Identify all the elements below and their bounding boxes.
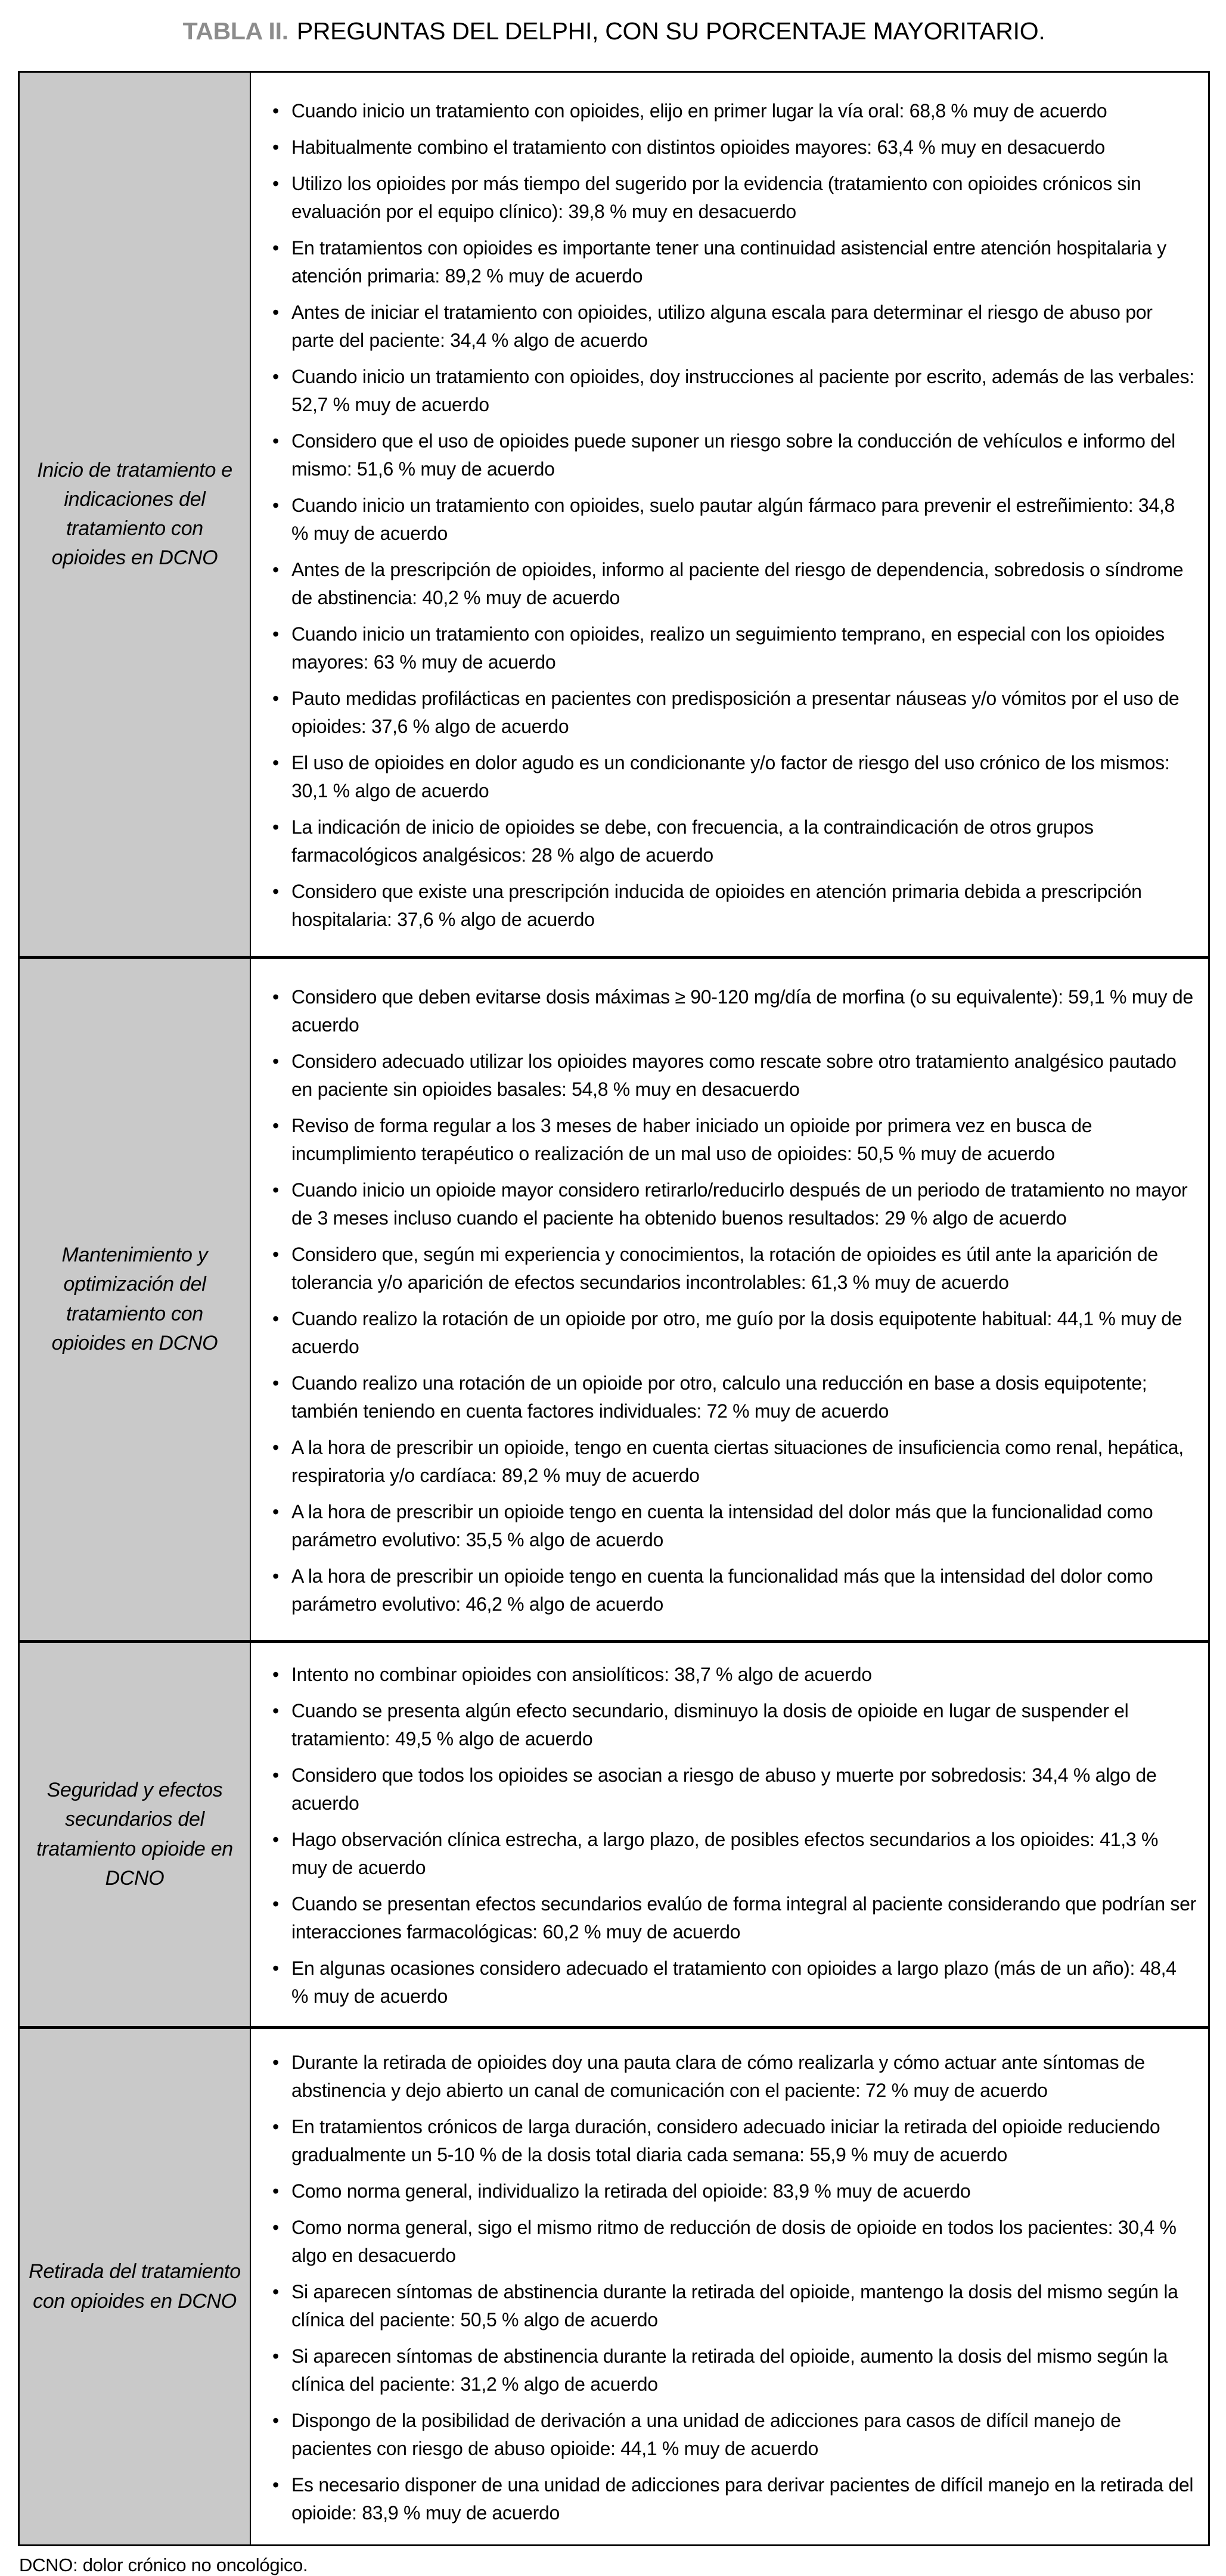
bullet-item: • Dispongo de la posibilidad de derivación a una unidad de adicciones para casos de difícil manejo de pacientes con riesgo de abuso opioide: 44,1 % muy de acuerdo bbox=[291, 2407, 1196, 2463]
bullet-item: • Si aparecen síntomas de abstinencia durante la retirada del opioide, mantengo la dosis del mismo según la clínica del paciente: 50,5 % algo de acuerdo bbox=[291, 2278, 1196, 2334]
bullet-item: • Cuando inicio un tratamiento con opioides, elijo en primer lugar la vía oral: 68,8 % muy de acuerdo bbox=[291, 97, 1196, 125]
bullet-item: • Utilizo los opioides por más tiempo del sugerido por la evidencia (tratamiento con opioides crónicos sin evaluación por el equipo clínico): 39,8 % muy en desacuerdo bbox=[291, 170, 1196, 226]
bullet-item: • Cuando realizo la rotación de un opioide por otro, me guío por la dosis equipotente habitual: 44,1 % muy de acuerdo bbox=[291, 1305, 1196, 1361]
bullet-item: • Antes de iniciar el tratamiento con opioides, utilizo alguna escala para determinar el riesgo de abuso por parte del paciente: 34,4 % algo de acuerdo bbox=[291, 299, 1196, 355]
items-cell bbox=[251, 2029, 1208, 2544]
table-row bbox=[20, 73, 1208, 956]
bullet-item: • Cuando se presenta algún efecto secundario, disminuyo la dosis de opioide en lugar de suspender el tratamiento: 49,5 % algo de acuerdo bbox=[291, 1697, 1196, 1753]
category-label: Inicio de tratamiento e indicaciones del tratamiento con opioides en DCNO bbox=[37, 458, 232, 570]
bullet-item: • Hago observación clínica estrecha, a largo plazo, de posibles efectos secundarios a los opioides: 41,3 % muy de acuerdo bbox=[291, 1826, 1196, 1882]
bullet-item: • Considero adecuado utilizar los opioides mayores como rescate sobre otro tratamiento analgésico pautado en paciente sin opioides basales: 54,8 % muy en desacuerdo bbox=[291, 1048, 1196, 1104]
category-label: Seguridad y efectos secundarios del tratamiento opioide en DCNO bbox=[36, 1779, 233, 1890]
bullet-item: • Habitualmente combino el tratamiento con distintos opioides mayores: 63,4 % muy en desacuerdo bbox=[291, 133, 1196, 161]
bullet-item: • Cuando realizo una rotación de un opioide por otro, calculo una reducción en base a dosis equipotente; también teniendo en cuenta factores individuales: 72 % muy de acuerdo bbox=[291, 1369, 1196, 1425]
bullet-item: • Antes de la prescripción de opioides, informo al paciente del riesgo de dependencia, sobredosis o síndrome de abstinencia: 40,2 % muy de acuerdo bbox=[291, 556, 1196, 612]
table-title bbox=[18, 17, 1210, 46]
bullet-item: • Durante la retirada de opioides doy una pauta clara de cómo realizarla y cómo actuar ante síntomas de abstinencia y dejo abierto un canal de comunicación con el paciente: 72 % muy de acuerdo bbox=[291, 2049, 1196, 2105]
table-row bbox=[20, 2026, 1208, 2544]
bullet-item: • Cuando inicio un tratamiento con opioides, realizo un seguimiento temprano, en especial con los opioides mayores: 63 % muy de acuerdo bbox=[291, 620, 1196, 676]
bullet-item: • Considero que el uso de opioides puede suponer un riesgo sobre la conducción de vehículos e informo del mismo: 51,6 % muy de acuerdo bbox=[291, 427, 1196, 483]
table-footnote: DCNO: dolor crónico no oncológico. bbox=[19, 2555, 308, 2576]
bullet-item: • La indicación de inicio de opioides se debe, con frecuencia, a la contraindicación de otros grupos farmacológicos analgésicos: 28 % algo de acuerdo bbox=[291, 813, 1196, 869]
category-cell bbox=[20, 1643, 251, 2026]
bullet-item: • Pauto medidas profilácticas en pacientes con predisposición a presentar náuseas y/o vómitos por el uso de opioides: 37,6 % algo de acuerdo bbox=[291, 685, 1196, 741]
category-label: Mantenimiento y optimización del tratamiento con opioides en DCNO bbox=[51, 1244, 218, 1354]
bullet-item: • Considero que, según mi experiencia y conocimientos, la rotación de opioides es útil ante la aparición de tolerancia y/o aparición de efectos secundarios incontrolables: 61,3 % muy de acuerdo bbox=[291, 1241, 1196, 1297]
bullet-item: • A la hora de prescribir un opioide tengo en cuenta la funcionalidad más que la intensidad del dolor como parámetro evolutivo: 46,2 % algo de acuerdo bbox=[291, 1562, 1196, 1618]
bullet-item: • Considero que existe una prescripción inducida de opioides en atención primaria debida a prescripción hospitalaria: 37,6 % algo de acuerdo bbox=[291, 878, 1196, 934]
category-cell bbox=[20, 2029, 251, 2544]
bullet-list bbox=[264, 983, 1196, 1618]
bullet-item: • Considero que todos los opioides se asocian a riesgo de abuso y muerte por sobredosis: 34,4 % algo de acuerdo bbox=[291, 1761, 1196, 1817]
category-label: Retirada del tratamiento con opioides en DCNO bbox=[29, 2260, 241, 2313]
bullet-item: • Reviso de forma regular a los 3 meses de haber iniciado un opioide por primera vez en busca de incumplimiento terapéutico o realización de un mal uso de opioides: 50,5 % muy de acuerdo bbox=[291, 1112, 1196, 1168]
table-row bbox=[20, 1640, 1208, 2026]
bullet-item: • En algunas ocasiones considero adecuado el tratamiento con opioides a largo plazo (más de un año): 48,4 % muy de acuerdo bbox=[291, 1954, 1196, 2011]
bullet-item: • El uso de opioides en dolor agudo es un condicionante y/o factor de riesgo del uso crónico de los mismos: 30,1 % algo de acuerdo bbox=[291, 749, 1196, 805]
bullet-item: • Cuando se presentan efectos secundarios evalúo de forma integral al paciente considerando que podrían ser interacciones farmacológicas: 60,2 % muy de acuerdo bbox=[291, 1890, 1196, 1946]
items-cell bbox=[251, 73, 1208, 956]
bullet-item: • En tratamientos crónicos de larga duración, considero adecuado iniciar la retirada del opioide reduciendo gradualmente un 5-10 % de la dosis total diaria cada semana: 55,9 % muy de acuerdo bbox=[291, 2113, 1196, 2169]
bullet-item: • A la hora de prescribir un opioide tengo en cuenta la intensidad del dolor más que la funcionalidad como parámetro evolutivo: 35,5 % algo de acuerdo bbox=[291, 1498, 1196, 1554]
bullet-item: • Cuando inicio un tratamiento con opioides, suelo pautar algún fármaco para prevenir el estreñimiento: 34,8 % muy de acuerdo bbox=[291, 492, 1196, 548]
table-row bbox=[20, 956, 1208, 1640]
bullet-item: • Cuando inicio un opioide mayor considero retirarlo/reducirlo después de un periodo de tratamiento no mayor de 3 meses incluso cuando el paciente ha obtenido buenos resultados: 29 % algo de acuerdo bbox=[291, 1176, 1196, 1232]
bullet-item: • En tratamientos con opioides es importante tener una continuidad asistencial entre atención hospitalaria y atención primaria: 89,2 % muy de acuerdo bbox=[291, 234, 1196, 290]
bullet-item: • Considero que deben evitarse dosis máximas ≥ 90-120 mg/día de morfina (o su equivalente): 59,1 % muy de acuerdo bbox=[291, 983, 1196, 1039]
bullet-item: • Como norma general, individualizo la retirada del opioide: 83,9 % muy de acuerdo bbox=[291, 2177, 1196, 2205]
bullet-item: • Si aparecen síntomas de abstinencia durante la retirada del opioide, aumento la dosis del mismo según la clínica del paciente: 31,2 % algo de acuerdo bbox=[291, 2342, 1196, 2398]
category-cell bbox=[20, 73, 251, 956]
bullet-item: • Intento no combinar opioides con ansiolíticos: 38,7 % algo de acuerdo bbox=[291, 1661, 1196, 1689]
table-title-label: TABLA II. bbox=[182, 17, 288, 45]
bullet-list bbox=[264, 1661, 1196, 2011]
bullet-list bbox=[264, 97, 1196, 934]
delphi-table bbox=[18, 71, 1210, 2546]
table-title-text: PREGUNTAS DEL DELPHI, CON SU PORCENTAJE MAYORITARIO. bbox=[296, 17, 1045, 45]
bullet-item: • Es necesario disponer de una unidad de adicciones para derivar pacientes de difícil manejo en la retirada del opioide: 83,9 % muy de acuerdo bbox=[291, 2471, 1196, 2527]
items-cell bbox=[251, 1643, 1208, 2026]
bullet-item: • Cuando inicio un tratamiento con opioides, doy instrucciones al paciente por escrito, además de las verbales: 52,7 % muy de acuerdo bbox=[291, 363, 1196, 419]
items-cell bbox=[251, 959, 1208, 1640]
category-cell bbox=[20, 959, 251, 1640]
bullet-item: • Como norma general, sigo el mismo ritmo de reducción de dosis de opioide en todos los pacientes: 30,4 % algo en desacuerdo bbox=[291, 2214, 1196, 2270]
bullet-item: • A la hora de prescribir un opioide, tengo en cuenta ciertas situaciones de insuficiencia como renal, hepática, respiratoria y/o cardíaca: 89,2 % muy de acuerdo bbox=[291, 1434, 1196, 1490]
bullet-list bbox=[264, 2049, 1196, 2527]
